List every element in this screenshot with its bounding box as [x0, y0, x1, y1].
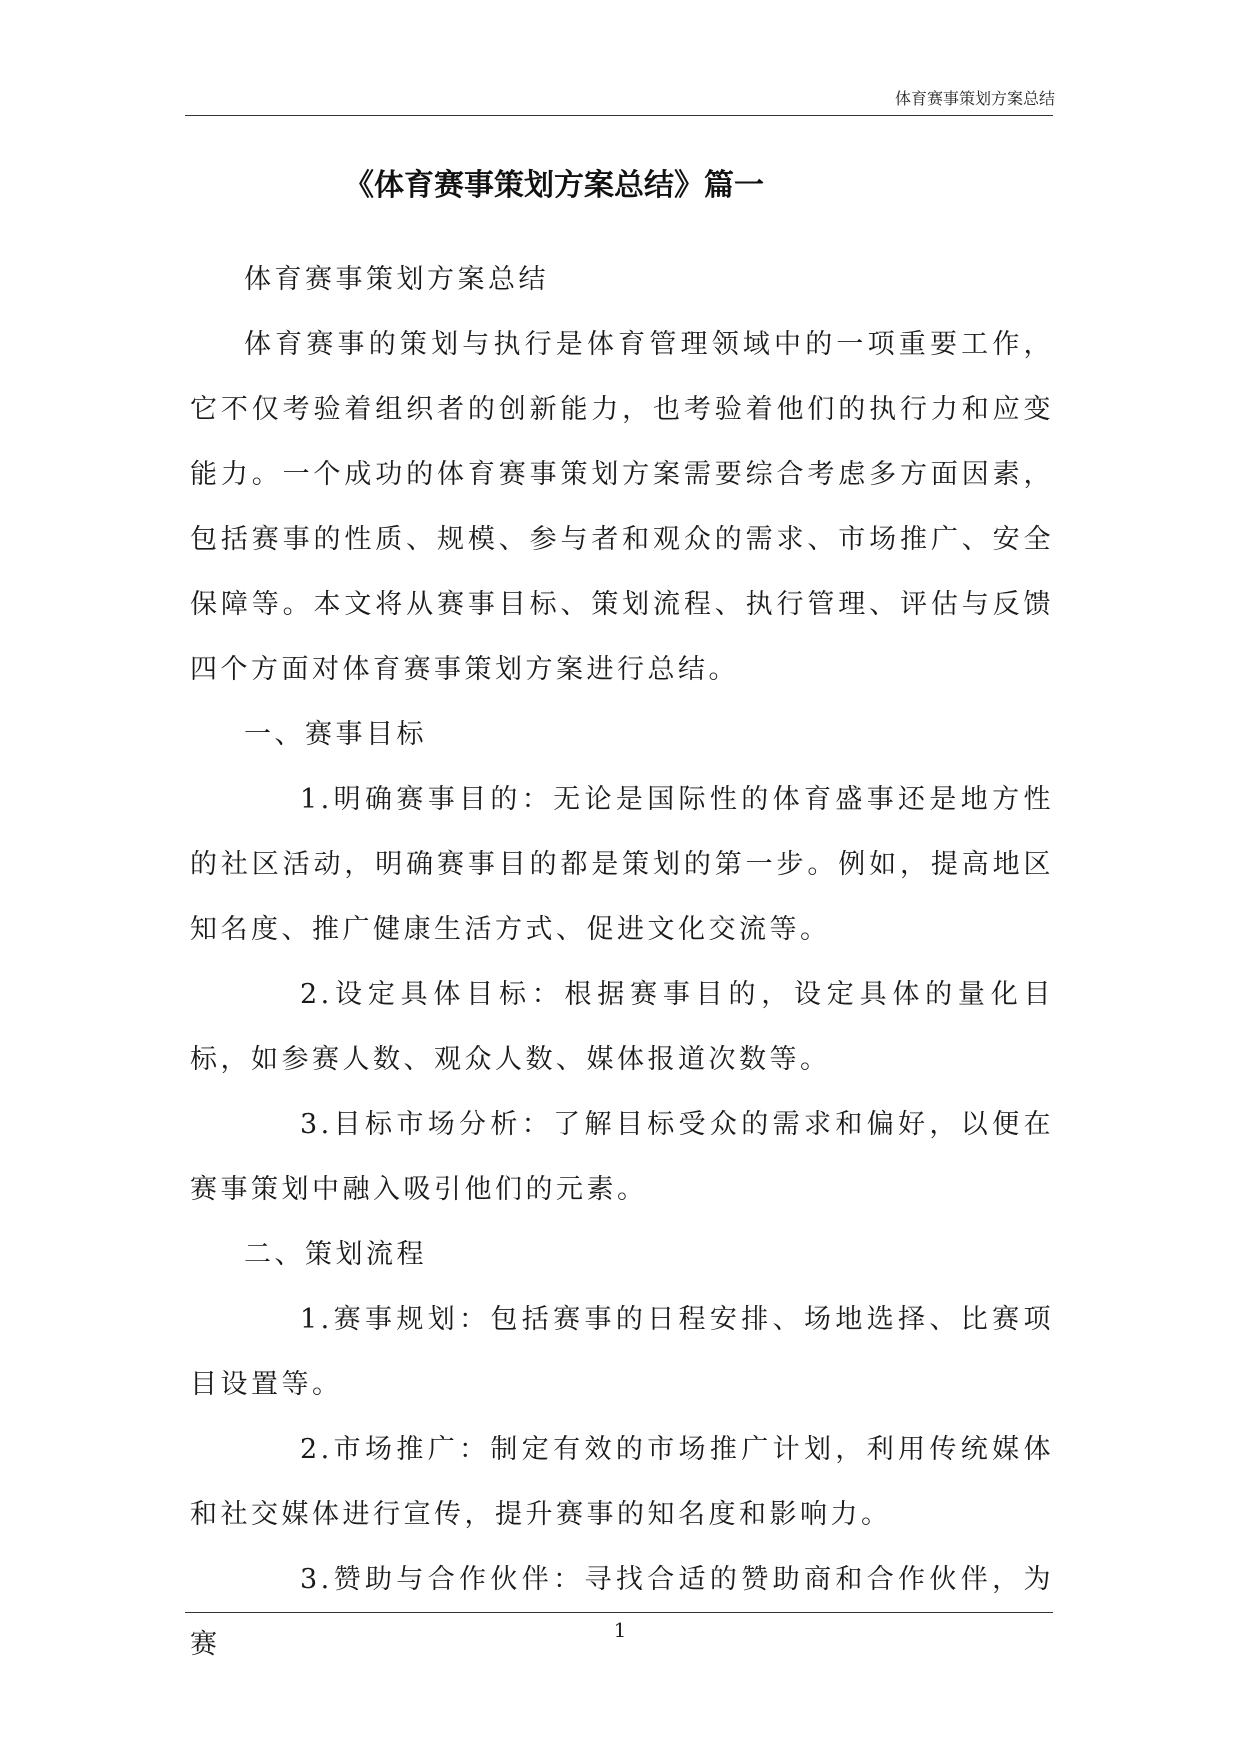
goals-item-3: 3.目标市场分析：了解目标受众的需求和偏好，以便在赛事策划中融入吸引他们的元素。	[190, 1109, 1054, 1205]
section-heading-process: 二、策划流程	[244, 1239, 427, 1270]
page-number: 1	[613, 1618, 627, 1642]
running-header: 体育赛事策划方案总结	[894, 89, 1055, 108]
process-item-1: 1.赛事规划：包括赛事的日程安排、场地选择、比赛项目设置等。	[190, 1304, 1054, 1400]
footer-divider	[185, 1612, 1053, 1613]
subtitle-paragraph: 体育赛事策划方案总结	[244, 264, 549, 295]
process-item-2: 2.市场推广：制定有效的市场推广计划，利用传统媒体和社交媒体进行宣传，提升赛事的知名度和影响力。	[190, 1434, 1054, 1530]
header-divider	[185, 115, 1053, 116]
document-title: 《体育赛事策划方案总结》篇一	[344, 168, 764, 203]
goals-item-2: 2.设定具体目标：根据赛事目的，设定具体的量化目标，如参赛人数、观众人数、媒体报道次数等。	[190, 979, 1054, 1075]
section-heading-goals: 一、赛事目标	[244, 719, 427, 750]
process-item-3: 3.赞助与合作伙伴：寻找合适的赞助商和合作伙伴，为赛	[190, 1564, 1054, 1660]
intro-paragraph: 体育赛事的策划与执行是体育管理领域中的一项重要工作，它不仅考验着组织者的创新能力，也考验着他们的执行力和应变能力。一个成功的体育赛事策划方案需要综合考虑多方面因素，包括赛事的性质、规模、参与者和观众的需求、市场推广、安全保障等。本文将从赛事目标、策划流程、执行管理、评估与反馈四个方面对体育赛事策划方案进行总结。	[190, 329, 1054, 685]
goals-item-1: 1.明确赛事目的：无论是国际性的体育盛事还是地方性的社区活动，明确赛事目的都是策划的第一步。例如，提高地区知名度、推广健康生活方式、促进文化交流等。	[190, 784, 1054, 945]
document-body	[190, 247, 1054, 1677]
